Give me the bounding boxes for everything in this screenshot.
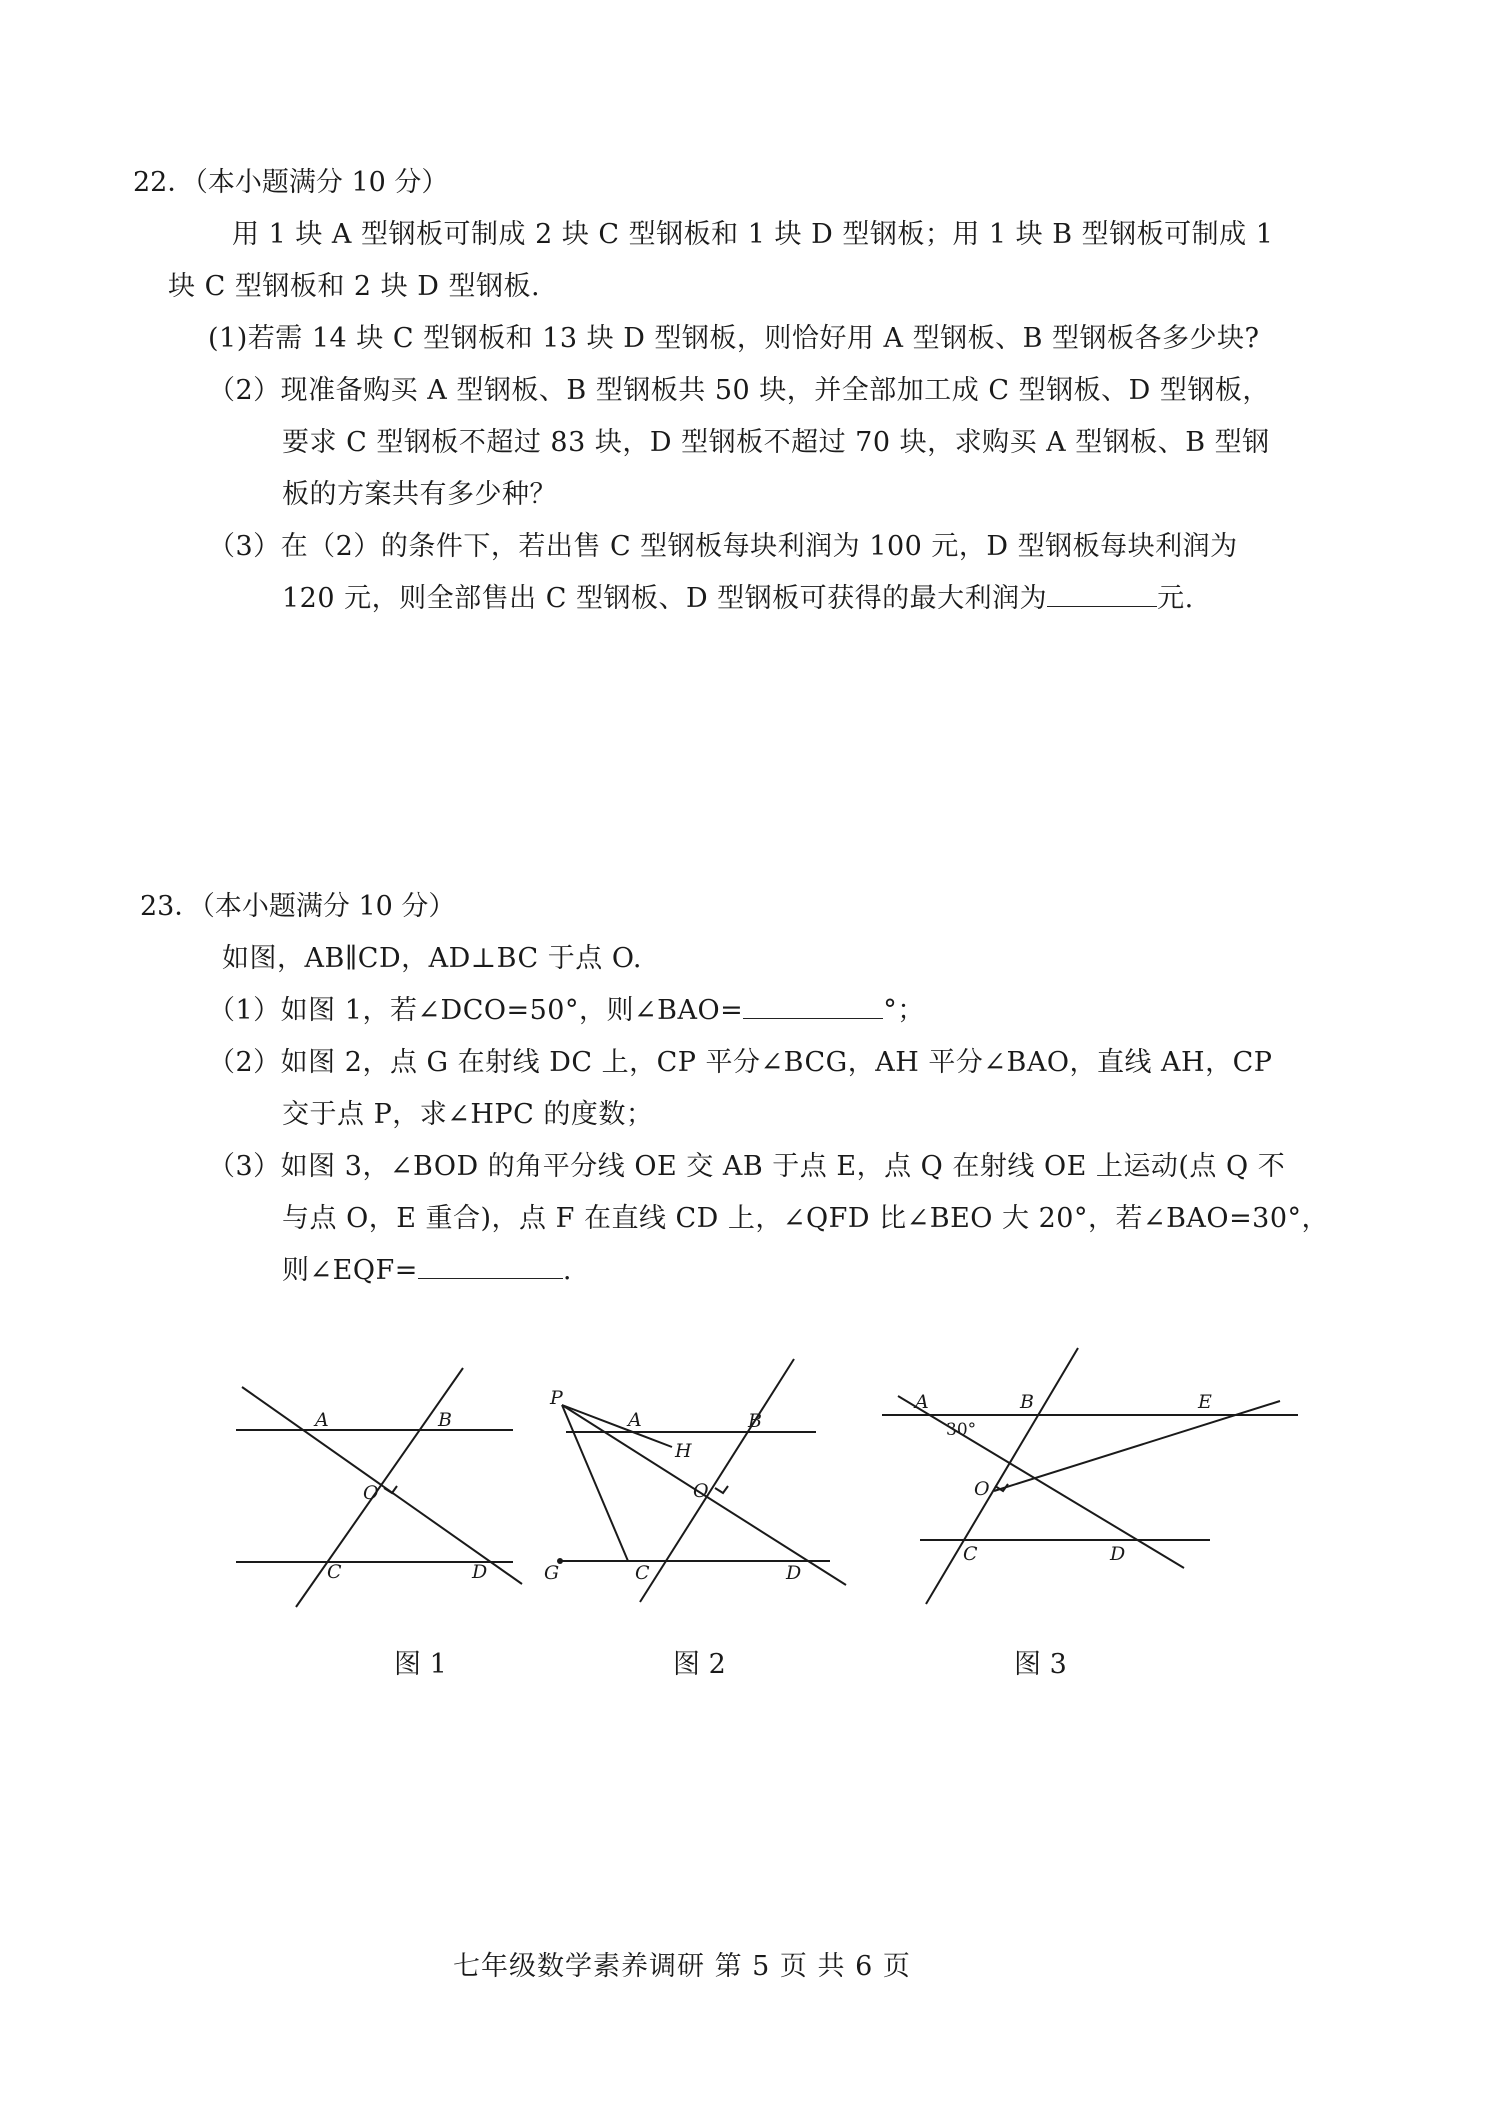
q22-part2-line-1: （2）现准备购买 A 型钢板、B 型钢板共 50 块，并全部加工成 C 型钢板、D 型钢板， <box>208 375 1270 406</box>
q23-header: 23．（本小题满分 10 分） <box>140 891 456 922</box>
page-footer: 七年级数学素养调研 第 5 页 共 6 页 <box>453 1951 911 1982</box>
q22-header: 22．（本小题满分 10 分） <box>133 167 449 198</box>
fig1-label-d: D <box>472 1561 488 1583</box>
q23-intro: 如图，AB∥CD，AD⊥BC 于点 O. <box>222 943 642 974</box>
fig3-label-a: A <box>915 1391 929 1413</box>
q23-part1-unit: °； <box>883 995 925 1026</box>
fig2-label-p: P <box>550 1387 563 1409</box>
q23-part1 <box>208 988 925 1027</box>
fig3-label-c: C <box>963 1543 978 1565</box>
fig1-label-a: A <box>315 1409 329 1431</box>
fig2-label-g: G <box>544 1562 560 1584</box>
fig2-label-b: B <box>748 1410 762 1432</box>
figure-2 <box>530 1345 860 1615</box>
figure-1 <box>230 1355 530 1625</box>
q22-intro-line-2: 块 C 型钢板和 2 块 D 型钢板. <box>168 271 541 302</box>
fig2-line-bc <box>640 1359 794 1602</box>
q22-answer-blank[interactable] <box>1047 579 1157 607</box>
fig2-label-h: H <box>675 1440 692 1462</box>
figure-3 <box>870 1340 1310 1610</box>
q22-part3-text: 120 元，则全部售出 C 型钢板、D 型钢板可获得的最大利润为 <box>282 583 1048 614</box>
q23-part2-line-2: 交于点 P，求∠HPC 的度数； <box>282 1099 654 1130</box>
fig3-caption: 图 3 <box>1014 1649 1067 1680</box>
fig2-line-cp <box>562 1405 628 1561</box>
q22-part3-line-1: （3）在（2）的条件下，若出售 C 型钢板每块利润为 100 元，D 型钢板每块利润为 <box>208 531 1238 562</box>
fig2-caption: 图 2 <box>673 1649 726 1680</box>
fig1-right-angle-mark <box>384 1486 397 1493</box>
fig3-line-ad <box>898 1396 1184 1568</box>
fig3-line-bc <box>926 1348 1078 1604</box>
fig1-label-b: B <box>438 1409 452 1431</box>
fig3-label-e: E <box>1198 1391 1212 1413</box>
fig3-angle-label: 30° <box>946 1420 977 1440</box>
q23-part3-text: 则∠EQF= <box>282 1255 418 1286</box>
fig2-label-d: D <box>786 1562 802 1584</box>
fig2-right-angle-mark <box>715 1486 728 1493</box>
fig1-label-o: O <box>363 1482 379 1504</box>
fig2-label-c: C <box>635 1562 650 1584</box>
q22-part2-line-3: 板的方案共有多少种？ <box>282 479 557 510</box>
q22-part2-line-2: 要求 C 型钢板不超过 83 块，D 型钢板不超过 70 块，求购买 A 型钢板、B 型钢 <box>282 427 1270 458</box>
q23-part3-line-1: （3）如图 3，∠BOD 的角平分线 OE 交 AB 于点 E，点 Q 在射线 OE 上运动(点 Q 不 <box>208 1151 1286 1182</box>
fig1-label-c: C <box>327 1561 342 1583</box>
fig3-label-o: O <box>974 1478 990 1500</box>
q23-part3-line-3 <box>282 1248 572 1287</box>
q23-part2-line-1: （2）如图 2，点 G 在射线 DC 上，CP 平分∠BCG，AH 平分∠BAO，直线 AH，CP <box>208 1047 1273 1078</box>
fig2-label-o: O <box>693 1480 709 1502</box>
fig3-label-b: B <box>1020 1391 1034 1413</box>
fig2-label-a: A <box>628 1409 642 1431</box>
q23-part1-blank[interactable] <box>743 991 883 1019</box>
q22-intro-line-1: 用 1 块 A 型钢板可制成 2 块 C 型钢板和 1 块 D 型钢板；用 1 块 B 型钢板可制成 1 <box>232 219 1274 250</box>
q23-part3-end: . <box>562 1255 572 1286</box>
q22-part3-line-2 <box>282 576 1194 615</box>
q23-part3-blank[interactable] <box>418 1251 563 1279</box>
q22-part1: (1)若需 14 块 C 型钢板和 13 块 D 型钢板，则恰好用 A 型钢板、B 型钢板各多少块? <box>208 323 1260 354</box>
fig3-label-d: D <box>1110 1543 1126 1565</box>
fig1-line-bc <box>296 1368 463 1607</box>
q22-part3-unit: 元. <box>1157 583 1194 614</box>
q23-part3-line-2: 与点 O，E 重合)，点 F 在直线 CD 上，∠QFD 比∠BEO 大 20°，若∠BAO=30°， <box>282 1203 1330 1234</box>
fig1-caption: 图 1 <box>394 1649 447 1680</box>
q23-part1-text: （1）如图 1，若∠DCO=50°，则∠BAO= <box>208 995 744 1026</box>
